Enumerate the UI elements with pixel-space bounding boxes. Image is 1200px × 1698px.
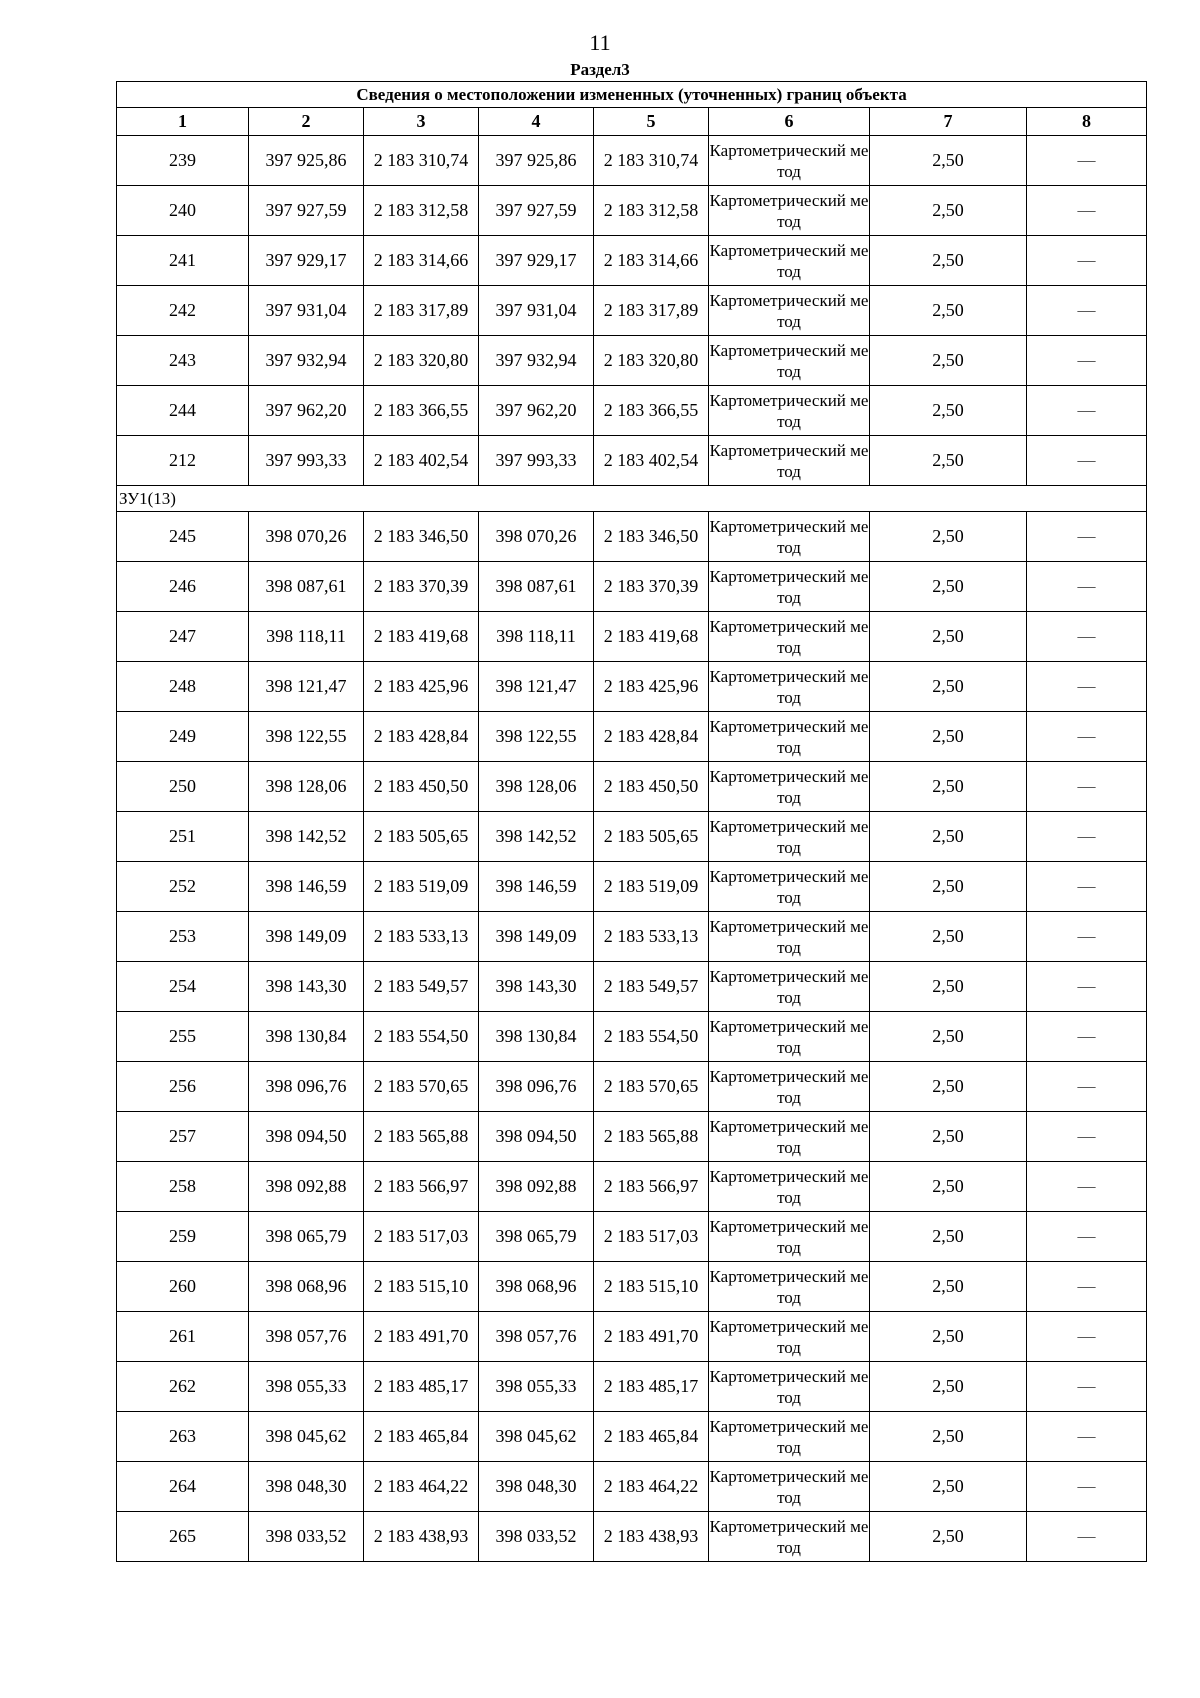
x-coordinate-cell: 398 122,55 (249, 712, 364, 762)
new-x-coordinate-cell: 398 130,84 (479, 1012, 594, 1062)
point-number-cell: 254 (117, 962, 249, 1012)
table-row (117, 612, 1147, 662)
point-number-cell: 245 (117, 512, 249, 562)
method-cell: Картометрический метод (709, 762, 870, 812)
method-cell: Картометрический метод (709, 862, 870, 912)
y-coordinate-cell: 2 183 565,88 (364, 1112, 479, 1162)
method-cell: Картометрический метод (709, 1512, 870, 1562)
precision-cell: 2,50 (870, 236, 1027, 286)
new-y-coordinate-cell: 2 183 312,58 (594, 186, 709, 236)
new-y-coordinate-cell: 2 183 419,68 (594, 612, 709, 662)
method-cell: Картометрический метод (709, 512, 870, 562)
x-coordinate-cell: 398 070,26 (249, 512, 364, 562)
point-number-cell: 261 (117, 1312, 249, 1362)
x-coordinate-cell: 397 925,86 (249, 136, 364, 186)
new-y-coordinate-cell: 2 183 505,65 (594, 812, 709, 862)
precision-cell: 2,50 (870, 286, 1027, 336)
y-coordinate-cell: 2 183 402,54 (364, 436, 479, 486)
point-number-cell: 248 (117, 662, 249, 712)
point-number-cell: 252 (117, 862, 249, 912)
table-row (117, 1412, 1147, 1462)
new-y-coordinate-cell: 2 183 517,03 (594, 1212, 709, 1262)
new-x-coordinate-cell: 398 128,06 (479, 762, 594, 812)
y-coordinate-cell: 2 183 491,70 (364, 1312, 479, 1362)
point-number-cell: 260 (117, 1262, 249, 1312)
new-x-coordinate-cell: 398 045,62 (479, 1412, 594, 1462)
precision-cell: 2,50 (870, 512, 1027, 562)
method-cell: Картометрический метод (709, 1062, 870, 1112)
point-number-cell: 242 (117, 286, 249, 336)
method-cell: Картометрический метод (709, 612, 870, 662)
new-y-coordinate-cell: 2 183 464,22 (594, 1462, 709, 1512)
precision-cell: 2,50 (870, 1112, 1027, 1162)
note-cell: — (1027, 1512, 1147, 1562)
x-coordinate-cell: 397 993,33 (249, 436, 364, 486)
x-coordinate-cell: 397 927,59 (249, 186, 364, 236)
column-header: 4 (479, 108, 594, 136)
precision-cell: 2,50 (870, 562, 1027, 612)
table-caption: Сведения о местоположении измененных (уточненных) границ объекта (117, 82, 1147, 108)
method-cell: Картометрический метод (709, 662, 870, 712)
x-coordinate-cell: 398 094,50 (249, 1112, 364, 1162)
note-cell: — (1027, 1362, 1147, 1412)
point-number-cell: 241 (117, 236, 249, 286)
column-header: 2 (249, 108, 364, 136)
y-coordinate-cell: 2 183 450,50 (364, 762, 479, 812)
table-caption-row (117, 82, 1147, 108)
new-x-coordinate-cell: 398 121,47 (479, 662, 594, 712)
point-number-cell: 264 (117, 1462, 249, 1512)
point-number-cell: 253 (117, 912, 249, 962)
section-title: Раздел3 (570, 60, 630, 79)
x-coordinate-cell: 398 045,62 (249, 1412, 364, 1462)
note-cell: — (1027, 562, 1147, 612)
coordinates-table (116, 81, 1147, 1562)
point-number-cell: 239 (117, 136, 249, 186)
method-cell: Картометрический метод (709, 562, 870, 612)
y-coordinate-cell: 2 183 428,84 (364, 712, 479, 762)
precision-cell: 2,50 (870, 436, 1027, 486)
y-coordinate-cell: 2 183 419,68 (364, 612, 479, 662)
precision-cell: 2,50 (870, 712, 1027, 762)
method-cell: Картометрический метод (709, 1412, 870, 1462)
new-x-coordinate-cell: 398 096,76 (479, 1062, 594, 1112)
method-cell: Картометрический метод (709, 1262, 870, 1312)
x-coordinate-cell: 398 128,06 (249, 762, 364, 812)
method-cell: Картометрический метод (709, 386, 870, 436)
note-cell: — (1027, 662, 1147, 712)
y-coordinate-cell: 2 183 549,57 (364, 962, 479, 1012)
y-coordinate-cell: 2 183 370,39 (364, 562, 479, 612)
note-cell: — (1027, 386, 1147, 436)
precision-cell: 2,50 (870, 1312, 1027, 1362)
x-coordinate-cell: 398 048,30 (249, 1462, 364, 1512)
table-row (117, 1262, 1147, 1312)
y-coordinate-cell: 2 183 464,22 (364, 1462, 479, 1512)
method-cell: Картометрический метод (709, 1012, 870, 1062)
note-cell: — (1027, 762, 1147, 812)
table-row (117, 136, 1147, 186)
precision-cell: 2,50 (870, 136, 1027, 186)
new-y-coordinate-cell: 2 183 515,10 (594, 1262, 709, 1312)
point-number-cell: 250 (117, 762, 249, 812)
y-coordinate-cell: 2 183 317,89 (364, 286, 479, 336)
table-row (117, 286, 1147, 336)
precision-cell: 2,50 (870, 762, 1027, 812)
method-cell: Картометрический метод (709, 712, 870, 762)
table-row (117, 1512, 1147, 1562)
point-number-cell: 240 (117, 186, 249, 236)
page-number: 11 (589, 30, 611, 55)
method-cell: Картометрический метод (709, 286, 870, 336)
note-cell: — (1027, 1212, 1147, 1262)
point-number-cell: 255 (117, 1012, 249, 1062)
new-y-coordinate-cell: 2 183 346,50 (594, 512, 709, 562)
new-x-coordinate-cell: 398 143,30 (479, 962, 594, 1012)
y-coordinate-cell: 2 183 554,50 (364, 1012, 479, 1062)
table-row (117, 912, 1147, 962)
new-x-coordinate-cell: 398 033,52 (479, 1512, 594, 1562)
method-cell: Картометрический метод (709, 962, 870, 1012)
table-row (117, 712, 1147, 762)
new-x-coordinate-cell: 397 925,86 (479, 136, 594, 186)
table-row (117, 1162, 1147, 1212)
y-coordinate-cell: 2 183 485,17 (364, 1362, 479, 1412)
note-cell: — (1027, 336, 1147, 386)
precision-cell: 2,50 (870, 336, 1027, 386)
point-number-cell: 246 (117, 562, 249, 612)
new-x-coordinate-cell: 398 122,55 (479, 712, 594, 762)
column-header: 5 (594, 108, 709, 136)
column-header: 1 (117, 108, 249, 136)
table-row (117, 1212, 1147, 1262)
x-coordinate-cell: 397 931,04 (249, 286, 364, 336)
precision-cell: 2,50 (870, 862, 1027, 912)
new-y-coordinate-cell: 2 183 425,96 (594, 662, 709, 712)
y-coordinate-cell: 2 183 519,09 (364, 862, 479, 912)
new-x-coordinate-cell: 398 048,30 (479, 1462, 594, 1512)
note-cell: — (1027, 1012, 1147, 1062)
note-cell: — (1027, 1462, 1147, 1512)
note-cell: — (1027, 1062, 1147, 1112)
x-coordinate-cell: 398 121,47 (249, 662, 364, 712)
note-cell: — (1027, 512, 1147, 562)
column-header: 3 (364, 108, 479, 136)
note-cell: — (1027, 136, 1147, 186)
new-y-coordinate-cell: 2 183 565,88 (594, 1112, 709, 1162)
table-row (117, 562, 1147, 612)
precision-cell: 2,50 (870, 1462, 1027, 1512)
y-coordinate-cell: 2 183 438,93 (364, 1512, 479, 1562)
x-coordinate-cell: 398 130,84 (249, 1012, 364, 1062)
point-number-cell: 247 (117, 612, 249, 662)
y-coordinate-cell: 2 183 465,84 (364, 1412, 479, 1462)
precision-cell: 2,50 (870, 1362, 1027, 1412)
new-x-coordinate-cell: 398 065,79 (479, 1212, 594, 1262)
y-coordinate-cell: 2 183 366,55 (364, 386, 479, 436)
group-row (117, 486, 1147, 512)
method-cell: Картометрический метод (709, 1112, 870, 1162)
method-cell: Картометрический метод (709, 812, 870, 862)
point-number-cell: 262 (117, 1362, 249, 1412)
x-coordinate-cell: 398 118,11 (249, 612, 364, 662)
note-cell: — (1027, 912, 1147, 962)
note-cell: — (1027, 712, 1147, 762)
new-x-coordinate-cell: 397 993,33 (479, 436, 594, 486)
precision-cell: 2,50 (870, 612, 1027, 662)
method-cell: Картометрический метод (709, 1362, 870, 1412)
new-x-coordinate-cell: 398 092,88 (479, 1162, 594, 1212)
precision-cell: 2,50 (870, 662, 1027, 712)
method-cell: Картометрический метод (709, 1212, 870, 1262)
point-number-cell: 265 (117, 1512, 249, 1562)
y-coordinate-cell: 2 183 346,50 (364, 512, 479, 562)
new-x-coordinate-cell: 398 070,26 (479, 512, 594, 562)
table-row (117, 812, 1147, 862)
x-coordinate-cell: 397 929,17 (249, 236, 364, 286)
new-y-coordinate-cell: 2 183 450,50 (594, 762, 709, 812)
note-cell: — (1027, 962, 1147, 1012)
new-x-coordinate-cell: 398 118,11 (479, 612, 594, 662)
method-cell: Картометрический метод (709, 1462, 870, 1512)
new-x-coordinate-cell: 398 142,52 (479, 812, 594, 862)
method-cell: Картометрический метод (709, 1312, 870, 1362)
x-coordinate-cell: 398 087,61 (249, 562, 364, 612)
table-row (117, 336, 1147, 386)
note-cell: — (1027, 236, 1147, 286)
precision-cell: 2,50 (870, 386, 1027, 436)
point-number-cell: 258 (117, 1162, 249, 1212)
new-y-coordinate-cell: 2 183 566,97 (594, 1162, 709, 1212)
note-cell: — (1027, 1412, 1147, 1462)
point-number-cell: 249 (117, 712, 249, 762)
precision-cell: 2,50 (870, 1162, 1027, 1212)
column-header: 8 (1027, 108, 1147, 136)
new-y-coordinate-cell: 2 183 314,66 (594, 236, 709, 286)
new-y-coordinate-cell: 2 183 370,39 (594, 562, 709, 612)
x-coordinate-cell: 397 932,94 (249, 336, 364, 386)
note-cell: — (1027, 436, 1147, 486)
x-coordinate-cell: 398 055,33 (249, 1362, 364, 1412)
table-row (117, 386, 1147, 436)
table-row (117, 186, 1147, 236)
new-x-coordinate-cell: 398 146,59 (479, 862, 594, 912)
x-coordinate-cell: 398 033,52 (249, 1512, 364, 1562)
precision-cell: 2,50 (870, 812, 1027, 862)
method-cell: Картометрический метод (709, 436, 870, 486)
new-y-coordinate-cell: 2 183 317,89 (594, 286, 709, 336)
table-row (117, 236, 1147, 286)
method-cell: Картометрический метод (709, 912, 870, 962)
point-number-cell: 243 (117, 336, 249, 386)
table-row (117, 1112, 1147, 1162)
new-y-coordinate-cell: 2 183 428,84 (594, 712, 709, 762)
note-cell: — (1027, 812, 1147, 862)
y-coordinate-cell: 2 183 517,03 (364, 1212, 479, 1262)
new-y-coordinate-cell: 2 183 310,74 (594, 136, 709, 186)
new-x-coordinate-cell: 398 094,50 (479, 1112, 594, 1162)
x-coordinate-cell: 398 092,88 (249, 1162, 364, 1212)
new-y-coordinate-cell: 2 183 554,50 (594, 1012, 709, 1062)
x-coordinate-cell: 398 143,30 (249, 962, 364, 1012)
method-cell: Картометрический метод (709, 336, 870, 386)
y-coordinate-cell: 2 183 320,80 (364, 336, 479, 386)
new-y-coordinate-cell: 2 183 533,13 (594, 912, 709, 962)
new-y-coordinate-cell: 2 183 438,93 (594, 1512, 709, 1562)
table-row (117, 762, 1147, 812)
point-number-cell: 212 (117, 436, 249, 486)
new-x-coordinate-cell: 398 149,09 (479, 912, 594, 962)
new-x-coordinate-cell: 397 932,94 (479, 336, 594, 386)
y-coordinate-cell: 2 183 314,66 (364, 236, 479, 286)
y-coordinate-cell: 2 183 566,97 (364, 1162, 479, 1212)
new-x-coordinate-cell: 397 929,17 (479, 236, 594, 286)
note-cell: — (1027, 1312, 1147, 1362)
table-body (117, 136, 1147, 1562)
point-number-cell: 259 (117, 1212, 249, 1262)
new-y-coordinate-cell: 2 183 570,65 (594, 1062, 709, 1112)
new-y-coordinate-cell: 2 183 485,17 (594, 1362, 709, 1412)
x-coordinate-cell: 398 065,79 (249, 1212, 364, 1262)
point-number-cell: 251 (117, 812, 249, 862)
note-cell: — (1027, 862, 1147, 912)
new-y-coordinate-cell: 2 183 320,80 (594, 336, 709, 386)
table-row (117, 436, 1147, 486)
new-x-coordinate-cell: 397 931,04 (479, 286, 594, 336)
column-header: 6 (709, 108, 870, 136)
x-coordinate-cell: 398 142,52 (249, 812, 364, 862)
new-y-coordinate-cell: 2 183 366,55 (594, 386, 709, 436)
point-number-cell: 263 (117, 1412, 249, 1462)
precision-cell: 2,50 (870, 186, 1027, 236)
table-row (117, 1462, 1147, 1512)
precision-cell: 2,50 (870, 1512, 1027, 1562)
table-row (117, 1362, 1147, 1412)
new-x-coordinate-cell: 397 962,20 (479, 386, 594, 436)
table-row (117, 1012, 1147, 1062)
new-y-coordinate-cell: 2 183 549,57 (594, 962, 709, 1012)
note-cell: — (1027, 612, 1147, 662)
table-row (117, 1062, 1147, 1112)
precision-cell: 2,50 (870, 1062, 1027, 1112)
precision-cell: 2,50 (870, 1262, 1027, 1312)
y-coordinate-cell: 2 183 505,65 (364, 812, 479, 862)
note-cell: — (1027, 1262, 1147, 1312)
point-number-cell: 257 (117, 1112, 249, 1162)
note-cell: — (1027, 1112, 1147, 1162)
y-coordinate-cell: 2 183 310,74 (364, 136, 479, 186)
point-number-cell: 256 (117, 1062, 249, 1112)
precision-cell: 2,50 (870, 912, 1027, 962)
x-coordinate-cell: 398 096,76 (249, 1062, 364, 1112)
precision-cell: 2,50 (870, 1412, 1027, 1462)
new-y-coordinate-cell: 2 183 491,70 (594, 1312, 709, 1362)
note-cell: — (1027, 186, 1147, 236)
new-x-coordinate-cell: 398 087,61 (479, 562, 594, 612)
x-coordinate-cell: 398 146,59 (249, 862, 364, 912)
new-y-coordinate-cell: 2 183 465,84 (594, 1412, 709, 1462)
y-coordinate-cell: 2 183 570,65 (364, 1062, 479, 1112)
new-y-coordinate-cell: 2 183 519,09 (594, 862, 709, 912)
precision-cell: 2,50 (870, 1212, 1027, 1262)
y-coordinate-cell: 2 183 425,96 (364, 662, 479, 712)
x-coordinate-cell: 398 057,76 (249, 1312, 364, 1362)
x-coordinate-cell: 398 068,96 (249, 1262, 364, 1312)
new-x-coordinate-cell: 397 927,59 (479, 186, 594, 236)
y-coordinate-cell: 2 183 312,58 (364, 186, 479, 236)
column-header: 7 (870, 108, 1027, 136)
new-y-coordinate-cell: 2 183 402,54 (594, 436, 709, 486)
note-cell: — (1027, 286, 1147, 336)
table-row (117, 1312, 1147, 1362)
precision-cell: 2,50 (870, 1012, 1027, 1062)
table-row (117, 512, 1147, 562)
table-row (117, 862, 1147, 912)
y-coordinate-cell: 2 183 533,13 (364, 912, 479, 962)
method-cell: Картометрический метод (709, 236, 870, 286)
table-row (117, 662, 1147, 712)
table-row (117, 962, 1147, 1012)
point-number-cell: 244 (117, 386, 249, 436)
method-cell: Картометрический метод (709, 1162, 870, 1212)
x-coordinate-cell: 397 962,20 (249, 386, 364, 436)
note-cell: — (1027, 1162, 1147, 1212)
method-cell: Картометрический метод (709, 136, 870, 186)
method-cell: Картометрический метод (709, 186, 870, 236)
precision-cell: 2,50 (870, 962, 1027, 1012)
x-coordinate-cell: 398 149,09 (249, 912, 364, 962)
new-x-coordinate-cell: 398 057,76 (479, 1312, 594, 1362)
new-x-coordinate-cell: 398 068,96 (479, 1262, 594, 1312)
new-x-coordinate-cell: 398 055,33 (479, 1362, 594, 1412)
column-header-row (117, 108, 1147, 136)
y-coordinate-cell: 2 183 515,10 (364, 1262, 479, 1312)
group-label: ЗУ1(13) (117, 486, 1147, 512)
